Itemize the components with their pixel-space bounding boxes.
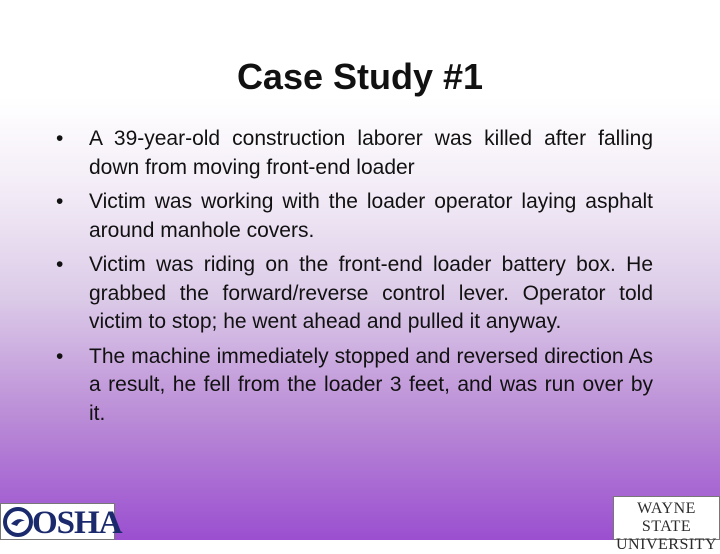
bullet-item [56,125,653,182]
bullet-dot: • [56,127,64,150]
osha-logo [0,503,122,541]
bullet-dot: • [56,344,64,368]
bullet-item [56,188,653,245]
bullet-dot: • [56,253,64,276]
bullet-text: Victim was riding on the front-end loader battery box. He grabbed the forward/reverse control lever. Operator told victim to stop; he went ahead and pulled it anyway. [89,253,653,333]
bullet-text: Victim was working with the loader operator laying asphalt around manhole covers. [89,190,653,242]
bullet-list [56,125,653,434]
wayne-state-logo [613,496,720,553]
bullet-item [56,251,653,337]
bullet-text: A 39-year-old construction laborer was killed after falling down from moving front-end loader [89,127,653,179]
bullet-text: The machine immediately stopped and reversed direction As a result, he fell from the loader 3 feet, and was run over by it. [89,344,653,425]
bullet-item [56,343,653,429]
wsu-line-1: WAYNE STATE [637,500,696,535]
bullet-dot: • [56,190,64,213]
osha-wordmark: OSHA [32,505,122,541]
slide-title: Case Study #1 [236,56,484,97]
wsu-line-2: UNIVERSITY [616,536,717,553]
osha-eagle-icon [3,507,33,537]
